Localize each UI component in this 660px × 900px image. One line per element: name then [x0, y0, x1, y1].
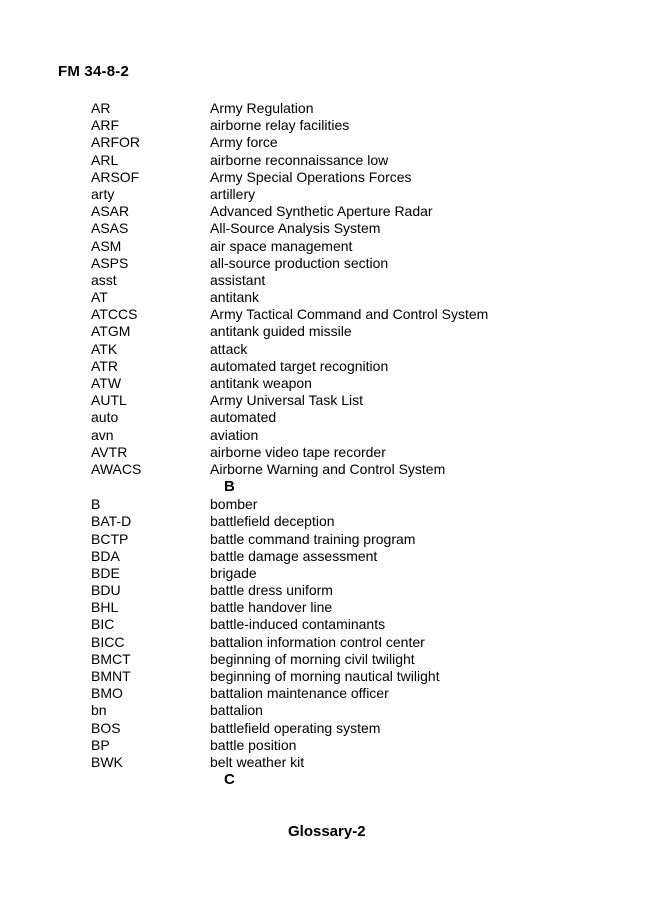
entry-definition: airborne video tape recorder [210, 443, 386, 460]
entry-definition: beginning of morning civil twilight [210, 650, 415, 667]
glossary-entry [91, 531, 611, 548]
glossary-entry [91, 169, 611, 186]
glossary-entry [91, 255, 611, 272]
glossary-entry [91, 444, 611, 461]
entry-abbreviation: avn [91, 426, 114, 443]
glossary-entry [91, 634, 611, 651]
entry-definition: air space management [210, 237, 353, 254]
entry-definition: antitank weapon [210, 375, 312, 391]
entry-definition: battle handover line [210, 599, 333, 616]
entry-abbreviation: AT [91, 289, 108, 306]
entry-definition: attack [210, 340, 248, 357]
entry-definition: Army force [210, 134, 278, 151]
entry-abbreviation: ARSOF [91, 168, 140, 185]
entry-definition: battalion maintenance officer [210, 685, 389, 702]
entry-abbreviation: ASPS [91, 254, 129, 271]
glossary-list [91, 100, 611, 789]
entry-definition: artillery [210, 185, 256, 202]
glossary-entry [91, 289, 611, 306]
entry-abbreviation: bn [91, 702, 107, 719]
glossary-entry [91, 358, 611, 375]
entry-abbreviation: BWK [91, 753, 123, 770]
entry-abbreviation: AWACS [91, 460, 142, 477]
glossary-entry [91, 203, 611, 220]
entry-abbreviation: ARL [91, 151, 119, 168]
entry-abbreviation: BAT-D [91, 513, 132, 530]
entry-abbreviation: BMCT [91, 650, 131, 667]
entry-abbreviation: ASAS [91, 220, 129, 237]
entry-definition: automated target recognition [210, 357, 389, 374]
entry-definition: brigade [210, 564, 257, 581]
entry-abbreviation: ATW [91, 375, 122, 391]
glossary-entry [91, 323, 611, 340]
entry-definition: airborne reconnaissance low [210, 151, 389, 168]
entry-abbreviation: ARF [91, 117, 119, 134]
glossary-entry [91, 409, 611, 426]
entry-definition: antitank [210, 289, 260, 306]
entry-abbreviation: BDU [91, 582, 121, 599]
entry-abbreviation: ASAR [91, 203, 130, 220]
entry-abbreviation: BHL [91, 599, 119, 616]
glossary-entry [91, 461, 611, 478]
entry-abbreviation: ATCCS [91, 306, 138, 323]
glossary-entry [91, 220, 611, 237]
glossary-entry [91, 375, 611, 392]
entry-definition: Airborne Warning and Control System [210, 460, 446, 477]
entry-abbreviation: B [91, 496, 101, 513]
glossary-entry [91, 582, 611, 599]
entry-definition: Army Special Operations Forces [210, 168, 412, 185]
entry-definition: battle damage assessment [210, 547, 378, 564]
entry-abbreviation: BIC [91, 616, 115, 633]
glossary-entry [91, 668, 611, 685]
entry-abbreviation: BMNT [91, 668, 131, 684]
entry-abbreviation: arty [91, 185, 115, 202]
entry-abbreviation: ARFOR [91, 134, 140, 151]
entry-definition: automated [210, 409, 277, 426]
entry-definition: battalion [210, 702, 263, 719]
entry-definition: Army Regulation [210, 100, 314, 116]
entry-abbreviation: AR [91, 100, 111, 116]
glossary-entry [91, 100, 611, 117]
entry-abbreviation: ATGM [91, 323, 131, 340]
entry-definition: Army Tactical Command and Control System [210, 306, 489, 323]
glossary-entry [91, 754, 611, 771]
glossary-entry [91, 513, 611, 530]
glossary-entry [91, 117, 611, 134]
glossary-entry [91, 272, 611, 289]
glossary-entry [91, 685, 611, 702]
entry-abbreviation: AVTR [91, 443, 128, 460]
entry-definition: battle position [210, 736, 297, 753]
entry-definition: antitank guided missile [210, 323, 352, 340]
entry-abbreviation: BDA [91, 547, 120, 564]
entry-abbreviation: BICC [91, 633, 125, 650]
glossary-entry [91, 152, 611, 169]
entry-abbreviation: BOS [91, 719, 121, 736]
glossary-entry [91, 392, 611, 409]
section-letter-heading: C [224, 771, 235, 789]
entry-definition: battlefield deception [210, 513, 335, 530]
entry-abbreviation: auto [91, 409, 119, 426]
section-letter-heading: B [224, 478, 235, 496]
entry-definition: airborne relay facilities [210, 117, 350, 134]
entry-definition: aviation [210, 426, 259, 443]
glossary-entry [91, 565, 611, 582]
entry-definition: battle dress uniform [210, 582, 333, 599]
glossary-entry [91, 427, 611, 444]
glossary-entry [91, 548, 611, 565]
entry-definition: assistant [210, 271, 266, 288]
glossary-entry [91, 186, 611, 203]
entry-abbreviation: BMO [91, 685, 123, 702]
entry-abbreviation: ATR [91, 357, 118, 374]
entry-abbreviation: AUTL [91, 392, 127, 409]
page-footer-label: Glossary-2 [288, 823, 366, 840]
entry-definition: All-Source Analysis System [210, 220, 381, 237]
glossary-entry [91, 134, 611, 151]
entry-abbreviation: ASM [91, 237, 122, 254]
glossary-entry [91, 238, 611, 255]
glossary-entry [91, 599, 611, 616]
page-header-code: FM 34-8-2 [58, 63, 129, 80]
entry-definition: belt weather kit [210, 753, 305, 770]
glossary-entry [91, 616, 611, 633]
glossary-entry [91, 651, 611, 668]
glossary-entry [91, 341, 611, 358]
entry-definition: battlefield operating system [210, 719, 381, 736]
glossary-entry [91, 306, 611, 323]
glossary-entry [91, 702, 611, 719]
entry-abbreviation: BCTP [91, 530, 129, 547]
glossary-entry [91, 737, 611, 754]
entry-definition: battalion information control center [210, 633, 425, 650]
entry-definition: Army Universal Task List [210, 392, 364, 409]
entry-definition: battle-induced contaminants [210, 616, 386, 633]
entry-definition: Advanced Synthetic Aperture Radar [210, 203, 433, 220]
entry-abbreviation: BDE [91, 564, 120, 581]
entry-definition: bomber [210, 496, 258, 513]
entry-abbreviation: BP [91, 736, 110, 753]
glossary-entry [91, 496, 611, 513]
entry-definition: battle command training program [210, 530, 416, 547]
entry-abbreviation: ATK [91, 340, 118, 357]
glossary-entry [91, 720, 611, 737]
entry-definition: all-source production section [210, 254, 389, 271]
entry-definition: beginning of morning nautical twilight [210, 668, 440, 684]
entry-abbreviation: asst [91, 271, 117, 288]
